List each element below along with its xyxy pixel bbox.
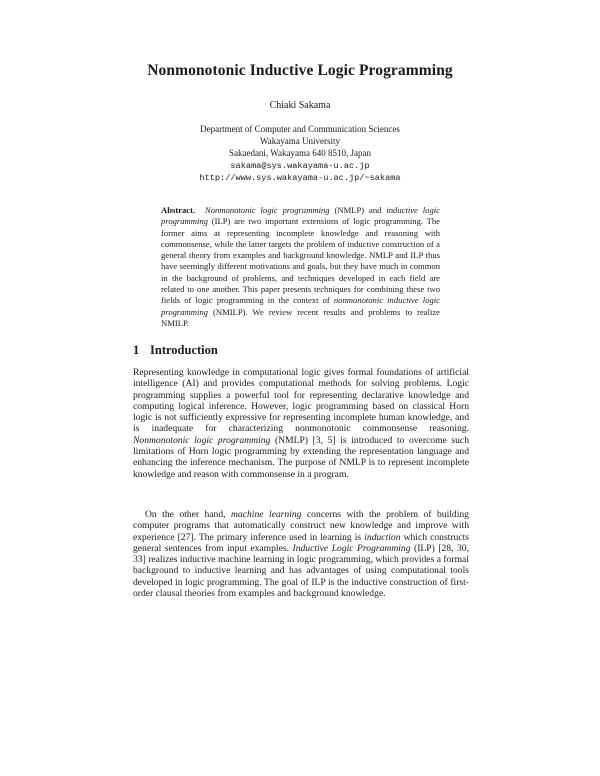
author-name: Chiaki Sakama (269, 100, 331, 111)
paragraph-text: (ILP) [28, 30, 33] realizes inductive machine learning in logic programming, which provides a formal background to inductive learning and has advantages of using computational tools developed in logic programming. The goal of ILP is the inductive construction of first-order clausal theories from examples and background knowledge. (133, 542, 469, 600)
author-affiliation (0, 123, 600, 184)
intro-paragraph-1 (133, 367, 469, 480)
emphasis-text: induction (364, 531, 401, 543)
abstract-label: Abstract. (161, 205, 196, 215)
paragraph-text: which constructs general sentences from input examples. (133, 531, 469, 554)
abstract-text: (ILP) are two important extensions of logic programming. The former aims at representing incomplete knowledge and reasoning with commonsense, while the latter targets the problem of inductive construction of a general theory from examples and background knowledge. NMLP and ILP thus have seemingly different motivations and goals, but they have much in common in the background of problems, and techniques developed in each field are related to one another. This paper presents techniques for combining these two fields of logic programming in the context of (161, 216, 440, 306)
abstract-text: (NMILP). We review recent results and problems to realize NMILP. (161, 306, 440, 328)
intro-paragraph-2 (133, 509, 469, 599)
affiliation-address: Sakaedani, Wakayama 640 8510, Japan (228, 148, 372, 159)
emphasis-text: Nonmonotonic logic programming (133, 434, 271, 446)
paragraph-text: concerns with the problem of building computer programs that automatically construct new knowledge and improve with experience [27]. The primary inference used in learning is (133, 509, 469, 543)
abstract-term-nmlp: Nonmonotonic logic programming (205, 205, 330, 215)
author-homepage-url[interactable]: http://www.sys.wakayama-u.ac.jp/~sakama (199, 172, 401, 183)
affiliation-university: Wakayama University (260, 136, 340, 147)
section-number: 1 (133, 343, 140, 357)
paragraph-text: Representing knowledge in computational logic gives formal foundations of artificial intelligence (AI) and provides computational methods for solving problems. Logic programming supplies a powerful tool for representing declarative knowledge and computing logical inference. However, logic programming based on classical Horn logic is not sufficiently expressive for representing incomplete human knowledge, and is inadequate for characterizing nonmonotonic commonsense reasoning. (133, 367, 469, 435)
paragraph-text: On the other hand, (145, 509, 231, 520)
section-heading-introduction (133, 343, 218, 358)
abstract (161, 205, 440, 329)
affiliation-department: Department of Computer and Communication Sciences (200, 124, 400, 134)
abstract-text: (NMLP) and (329, 205, 387, 215)
emphasis-text: Inductive Logic Programming (292, 542, 411, 554)
paragraph-text: (NMLP) [3, 5] is introduced to overcome such limitations of Horn logic programming by extending the representation language and enhancing the inference mechanism. The purpose of NMLP is to represent incomplete knowledge and reason with commonsense in a program. (133, 434, 469, 480)
abstract-term-nmilp: nonmonotonic inductive logic programming (161, 295, 440, 317)
emphasis-text: machine learning (231, 509, 302, 520)
abstract-term-ilp: inductive logic programming (161, 205, 440, 227)
author-email[interactable]: sakama@sys.wakayama-u.ac.jp (230, 160, 370, 171)
section-title: Introduction (150, 343, 218, 357)
paper-title: Nonmonotonic Inductive Logic Programming (147, 62, 453, 79)
